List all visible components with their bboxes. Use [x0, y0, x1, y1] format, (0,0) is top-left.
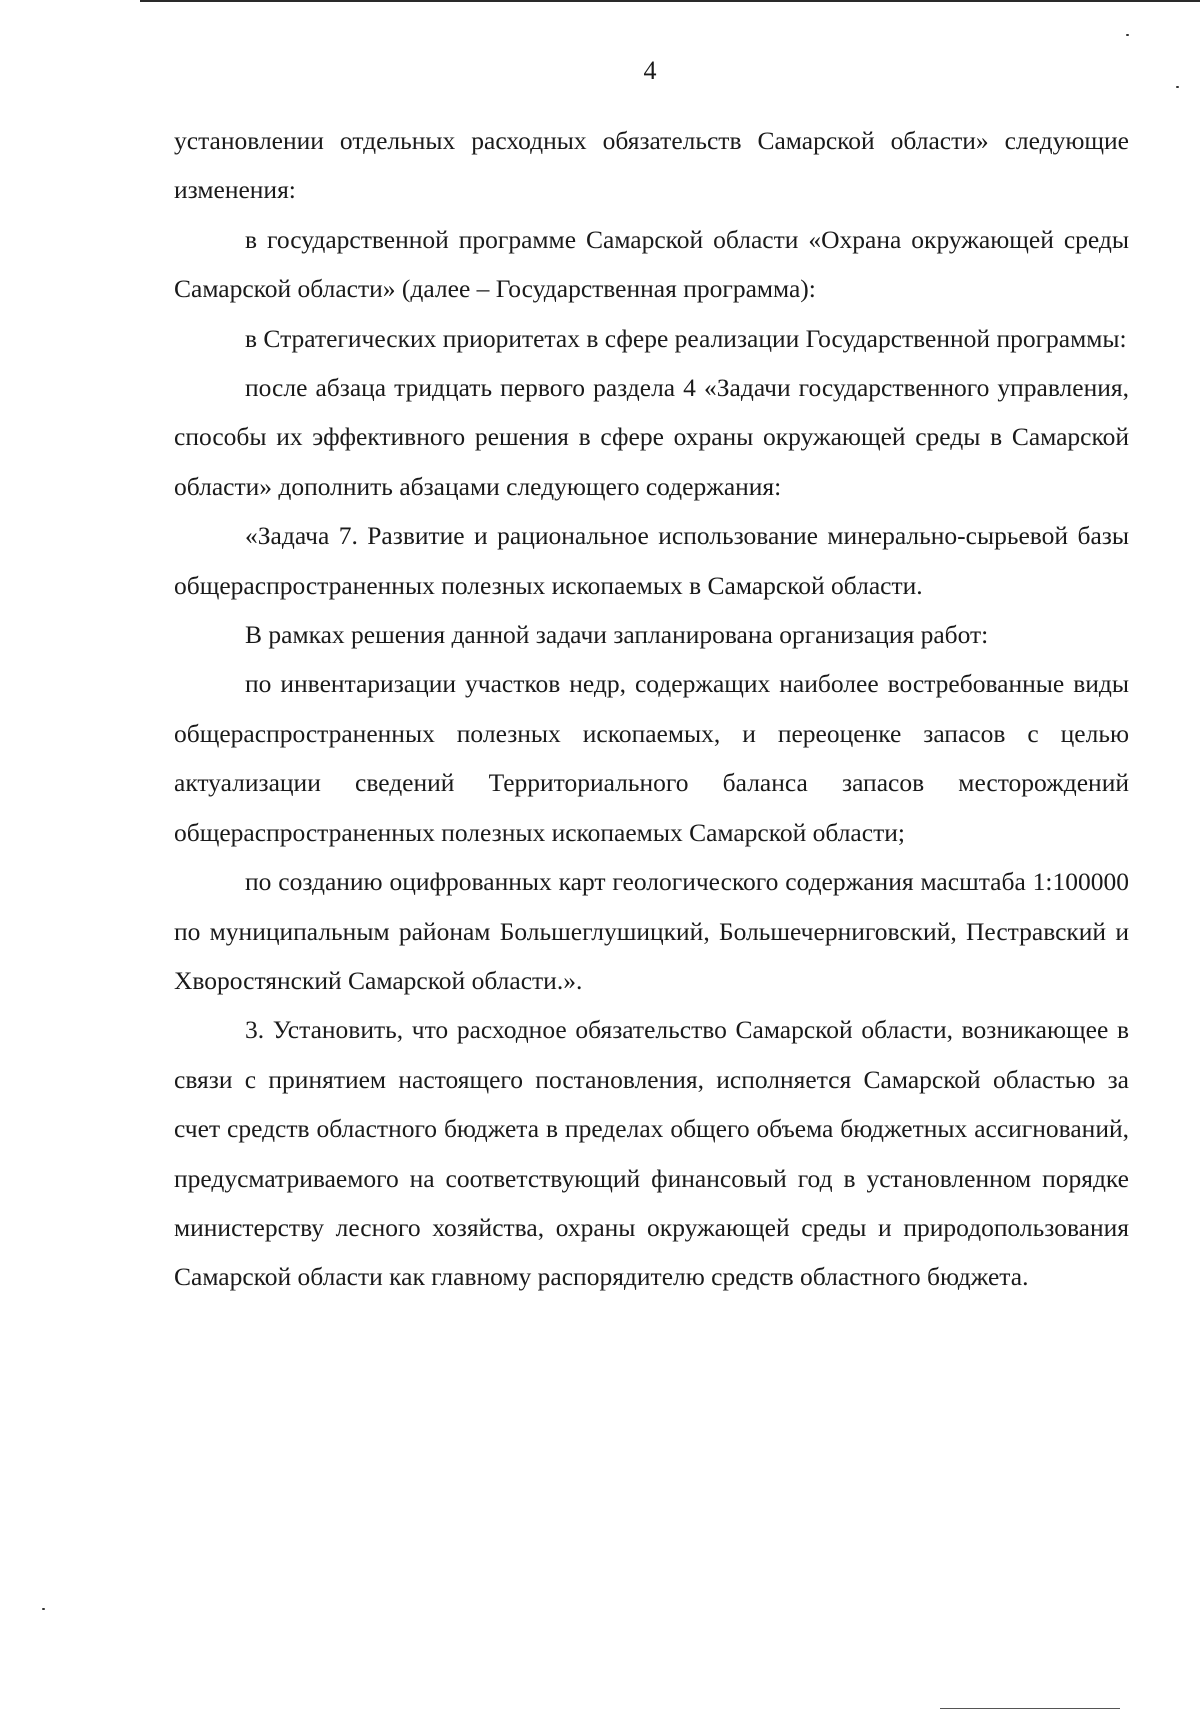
document-body: [174, 116, 1129, 1302]
bottom-scan-edge: [940, 1708, 1120, 1709]
scan-speck: [1176, 86, 1179, 88]
top-scan-edge: [140, 0, 1200, 2]
paragraph: в Стратегических приоритетах в сфере реализации Государственной программы:: [245, 323, 1127, 353]
scan-speck: [42, 1608, 45, 1610]
paragraph: В рамках решения данной задачи запланирована организация работ:: [245, 620, 989, 650]
paragraph: после абзаца тридцать первого раздела 4 «Задачи государственного управления, способы их эффективного решения в сфере охраны окружающей среды в Самарской области» дополнить абзацами следующего содержания:: [174, 373, 1129, 501]
page-number: 4: [643, 56, 657, 85]
paragraph: в государственной программе Самарской области «Охрана окружающей среды Самарской области» (далее – Государственная программа):: [174, 224, 1129, 304]
paragraph: установлении отдельных расходных обязательств Самарской области» следующие изменения:: [174, 126, 1129, 205]
paragraph: «Задача 7. Развитие и рациональное использование минерально-сырьевой базы общераспространенных полезных ископаемых в Самарской области.: [174, 521, 1129, 600]
paragraph: по инвентаризации участков недр, содержащих наиболее востребованные виды общераспространенных полезных ископаемых, и переоценке запасов с целью актуализации сведений Территориального баланса запасов месторождений общераспространенных полезных ископаемых Самарской области;: [174, 669, 1129, 847]
paragraph: по созданию оцифрованных карт геологического содержания масштаба 1:100000 по муниципальным районам Большеглушицкий, Большечерниговский, Пестравский и Хворостянский Самарской области.».: [174, 867, 1129, 995]
scan-speck: [1126, 34, 1129, 36]
paragraph: 3. Установить, что расходное обязательство Самарской области, возникающее в связи с принятием настоящего постановления, исполняется Самарской областью за счет средств областного бюджета в пределах общего объема бюджетных ассигнований, предусматриваемого на соответствующий финансовый год в установленном порядке министерству лесного хозяйства, охраны окружающей среды и природопользования Самарской области как главному распорядителю средств областного бюджета.: [174, 1015, 1129, 1292]
